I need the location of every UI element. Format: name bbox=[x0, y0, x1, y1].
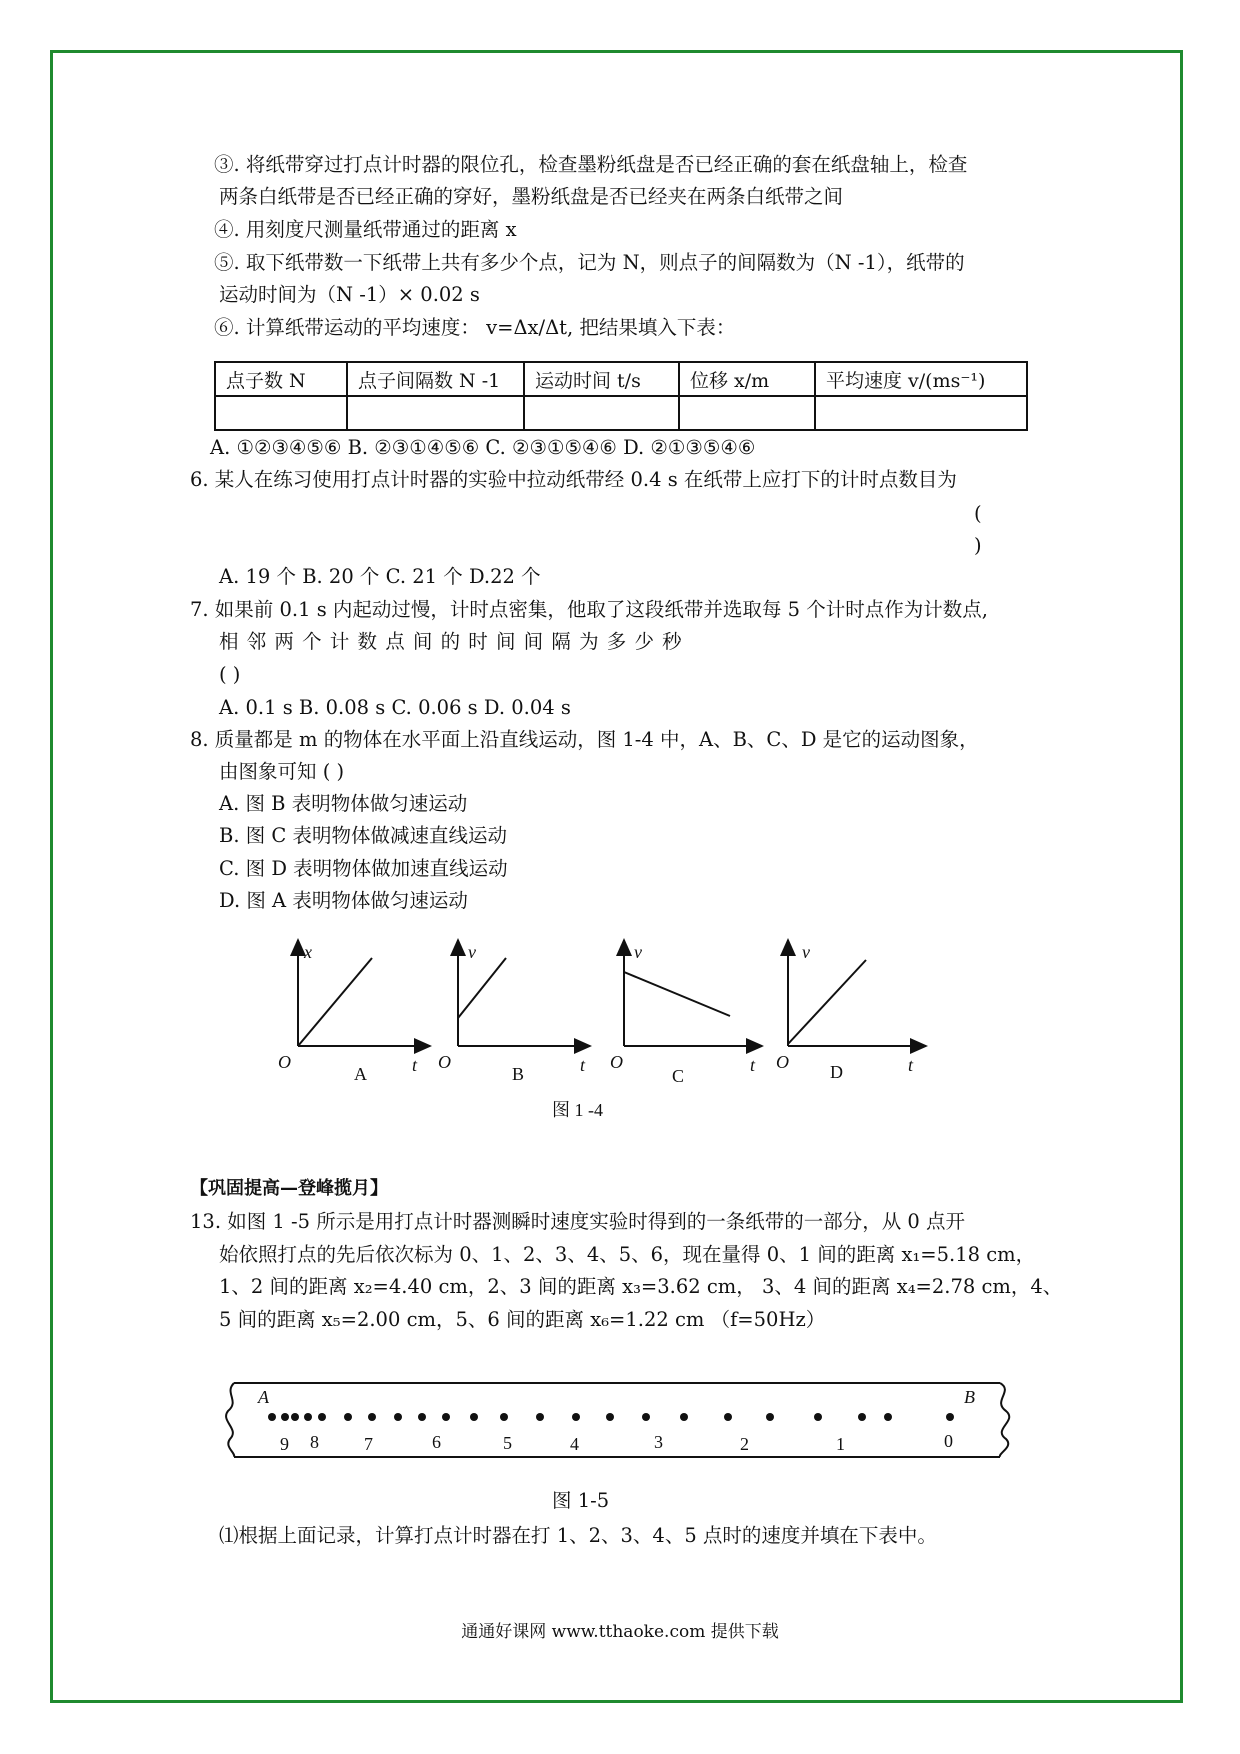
tape-point-label: 3 bbox=[654, 1432, 663, 1452]
tape-dot bbox=[281, 1413, 289, 1421]
tape-dot bbox=[418, 1413, 426, 1421]
q13-line1: 13. 如图 1 -5 所示是用打点计时器测瞬时速度实验时得到的一条纸带的一部分，从 0 点开 bbox=[190, 1210, 966, 1233]
tape-point-label: 1 bbox=[836, 1434, 845, 1454]
table-header-cell: 点子数 N bbox=[215, 362, 347, 396]
section-title: 【巩固提高—登峰揽月】 bbox=[190, 1178, 388, 1199]
tape-point-label: 5 bbox=[503, 1433, 512, 1453]
graph-d-line bbox=[788, 960, 866, 1044]
graph-b-line bbox=[458, 958, 506, 1018]
graph-b-x-axis-label: t bbox=[580, 1055, 586, 1075]
tape-point-label: 7 bbox=[364, 1434, 373, 1454]
q8-line1: 8. 质量都是 m 的物体在水平面上沿直线运动，图 1-4 中，A、B、C、D 是它的运动图象， bbox=[190, 728, 979, 751]
graph-a bbox=[298, 940, 430, 1046]
tape-dot bbox=[536, 1413, 544, 1421]
motion-graphs-figure bbox=[270, 938, 930, 1124]
tape-point-label: 6 bbox=[432, 1432, 441, 1452]
tape-point-label: 2 bbox=[740, 1434, 749, 1454]
tape-point-label: 9 bbox=[280, 1434, 289, 1454]
tape-dot bbox=[858, 1413, 866, 1421]
tape-end-label-b: B bbox=[964, 1387, 975, 1407]
tape-dot bbox=[344, 1413, 352, 1421]
q13-sub1: ⑴根据上面记录，计算打点计时器在打 1、2、3、4、5 点时的速度并填在下表中。 bbox=[219, 1524, 937, 1547]
q5-step4: ④. 用刻度尺测量纸带通过的距离 x bbox=[214, 218, 517, 241]
q5-step3-line1: ③. 将纸带穿过打点计时器的限位孔，检查墨粉纸盘是否已经正确的套在纸盘轴上，检查 bbox=[214, 153, 968, 176]
graph-a-x-axis-label: t bbox=[412, 1055, 418, 1075]
tape-dot bbox=[442, 1413, 450, 1421]
graph-b-origin-label: O bbox=[438, 1052, 451, 1072]
figure-1-4-caption: 图 1 -4 bbox=[552, 1100, 603, 1120]
q5-step6: ⑥. 计算纸带运动的平均速度： v=Δx/Δt, 把结果填入下表： bbox=[214, 316, 736, 339]
graph-d-label: D bbox=[830, 1062, 843, 1082]
graph-a-label: A bbox=[354, 1064, 367, 1084]
q7-line1: 7. 如果前 0.1 s 内起动过慢，计时点密集，他取了这段纸带并选取每 5 个计时点作为计数点, bbox=[190, 598, 988, 621]
tape-end-label-a: A bbox=[258, 1387, 269, 1407]
table-cell bbox=[347, 396, 524, 430]
q13-line4: 5 间的距离 x₅=2.00 cm，5、6 间的距离 x₆=1.22 cm （f=50Hz） bbox=[219, 1308, 826, 1331]
graph-a-y-axis-label: x bbox=[304, 942, 312, 962]
q13-line3: 1、2 间的距离 x₂=4.40 cm，2、3 间的距离 x₃=3.62 cm， 3、4 间的距离 x₄=2.78 cm，4、 bbox=[219, 1275, 1063, 1298]
q8-option-c: C. 图 D 表明物体做加速直线运动 bbox=[219, 857, 508, 880]
q8-option-b: B. 图 C 表明物体做减速直线运动 bbox=[219, 824, 508, 847]
tape-dot bbox=[766, 1413, 774, 1421]
q5-step5-line2: 运动时间为（N -1）× 0.02 s bbox=[219, 283, 480, 306]
tape-dot bbox=[470, 1413, 478, 1421]
graph-b bbox=[458, 940, 590, 1046]
q8-option-d: D. 图 A 表明物体做匀速运动 bbox=[219, 889, 468, 912]
figure-1-5-caption: 图 1-5 bbox=[552, 1489, 610, 1512]
graph-a-line bbox=[298, 958, 372, 1046]
q7-line3: ( ) bbox=[219, 663, 241, 686]
tape-point-label: 8 bbox=[310, 1432, 319, 1452]
q6-stem: 6. 某人在练习使用打点计时器的实验中拉动纸带经 0.4 s 在纸带上应打下的计时点数目为 bbox=[190, 468, 957, 491]
table-header-row bbox=[215, 362, 1027, 396]
tape-dot bbox=[268, 1413, 276, 1421]
q6-options: A. 19 个 B. 20 个 C. 21 个 D.22 个 bbox=[219, 565, 541, 588]
q7-options: A. 0.1 s B. 0.08 s C. 0.06 s D. 0.04 s bbox=[219, 696, 571, 719]
tape-dot bbox=[500, 1413, 508, 1421]
graph-b-label: B bbox=[512, 1064, 525, 1084]
tape-outline bbox=[226, 1383, 1009, 1457]
q8-option-a: A. 图 B 表明物体做匀速运动 bbox=[219, 792, 468, 815]
tape-dot bbox=[606, 1413, 614, 1421]
graph-d-origin-label: O bbox=[776, 1052, 789, 1072]
q6-paren-open: ( bbox=[974, 502, 982, 525]
q5-step5-line1: ⑤. 取下纸带数一下纸带上共有多少个点，记为 N，则点子的间隔数为（N -1），纸带的 bbox=[214, 251, 965, 274]
tape-dot bbox=[946, 1413, 954, 1421]
graph-d-y-axis-label: v bbox=[802, 942, 810, 962]
record-table bbox=[214, 361, 1028, 431]
tape-dot bbox=[884, 1413, 892, 1421]
table-header-cell: 平均速度 v/(ms⁻¹) bbox=[815, 362, 1027, 396]
q7-line2: 相 邻 两 个 计 数 点 间 的 时 间 间 隔 为 多 少 秒 bbox=[219, 630, 683, 653]
tape-dot bbox=[368, 1413, 376, 1421]
tape-point-label: 4 bbox=[570, 1434, 579, 1454]
table-cell bbox=[815, 396, 1027, 430]
table-cell bbox=[679, 396, 815, 430]
graph-c bbox=[624, 940, 762, 1046]
graph-a-origin-label: O bbox=[278, 1052, 291, 1072]
q6-paren-close: ) bbox=[974, 534, 982, 557]
tape-dot bbox=[680, 1413, 688, 1421]
tape-point-label: 0 bbox=[944, 1431, 953, 1451]
footer-credit: 通通好课网 www.tthaoke.com 提供下载 bbox=[461, 1622, 779, 1642]
tape-dots bbox=[268, 1413, 954, 1421]
graph-c-label: C bbox=[672, 1066, 685, 1086]
graph-c-x-axis-label: t bbox=[750, 1055, 756, 1075]
tape-dot bbox=[814, 1413, 822, 1421]
table-empty-row bbox=[215, 396, 1027, 430]
q8-line2: 由图象可知 ( ) bbox=[219, 760, 345, 783]
q5-step3-line2: 两条白纸带是否已经正确的穿好，墨粉纸盘是否已经夹在两条白纸带之间 bbox=[219, 185, 844, 208]
table-header-cell: 运动时间 t/s bbox=[524, 362, 679, 396]
tape-dot bbox=[642, 1413, 650, 1421]
tape-dot bbox=[724, 1413, 732, 1421]
tape-dot bbox=[291, 1413, 299, 1421]
graph-c-y-axis-label: v bbox=[634, 942, 642, 962]
graph-b-y-axis-label: v bbox=[468, 942, 476, 962]
tape-dot bbox=[304, 1413, 312, 1421]
tape-dot bbox=[318, 1413, 326, 1421]
table-cell bbox=[215, 396, 347, 430]
table-header-cell: 位移 x/m bbox=[679, 362, 815, 396]
tape-dot bbox=[394, 1413, 402, 1421]
table-header-cell: 点子间隔数 N -1 bbox=[347, 362, 524, 396]
paper-tape-figure bbox=[222, 1375, 1022, 1475]
tape-dot bbox=[572, 1413, 580, 1421]
table-cell bbox=[524, 396, 679, 430]
graph-d-x-axis-label: t bbox=[908, 1055, 914, 1075]
graph-c-line bbox=[624, 972, 730, 1016]
q5-options: A. ①②③④⑤⑥ B. ②③①④⑤⑥ C. ②③①⑤④⑥ D. ②①③⑤④⑥ bbox=[210, 436, 756, 459]
q13-line2: 始依照打点的先后依次标为 0、1、2、3、4、5、6，现在量得 0、1 间的距离 x₁=5.18 cm， bbox=[219, 1243, 1036, 1266]
graph-c-origin-label: O bbox=[610, 1052, 623, 1072]
